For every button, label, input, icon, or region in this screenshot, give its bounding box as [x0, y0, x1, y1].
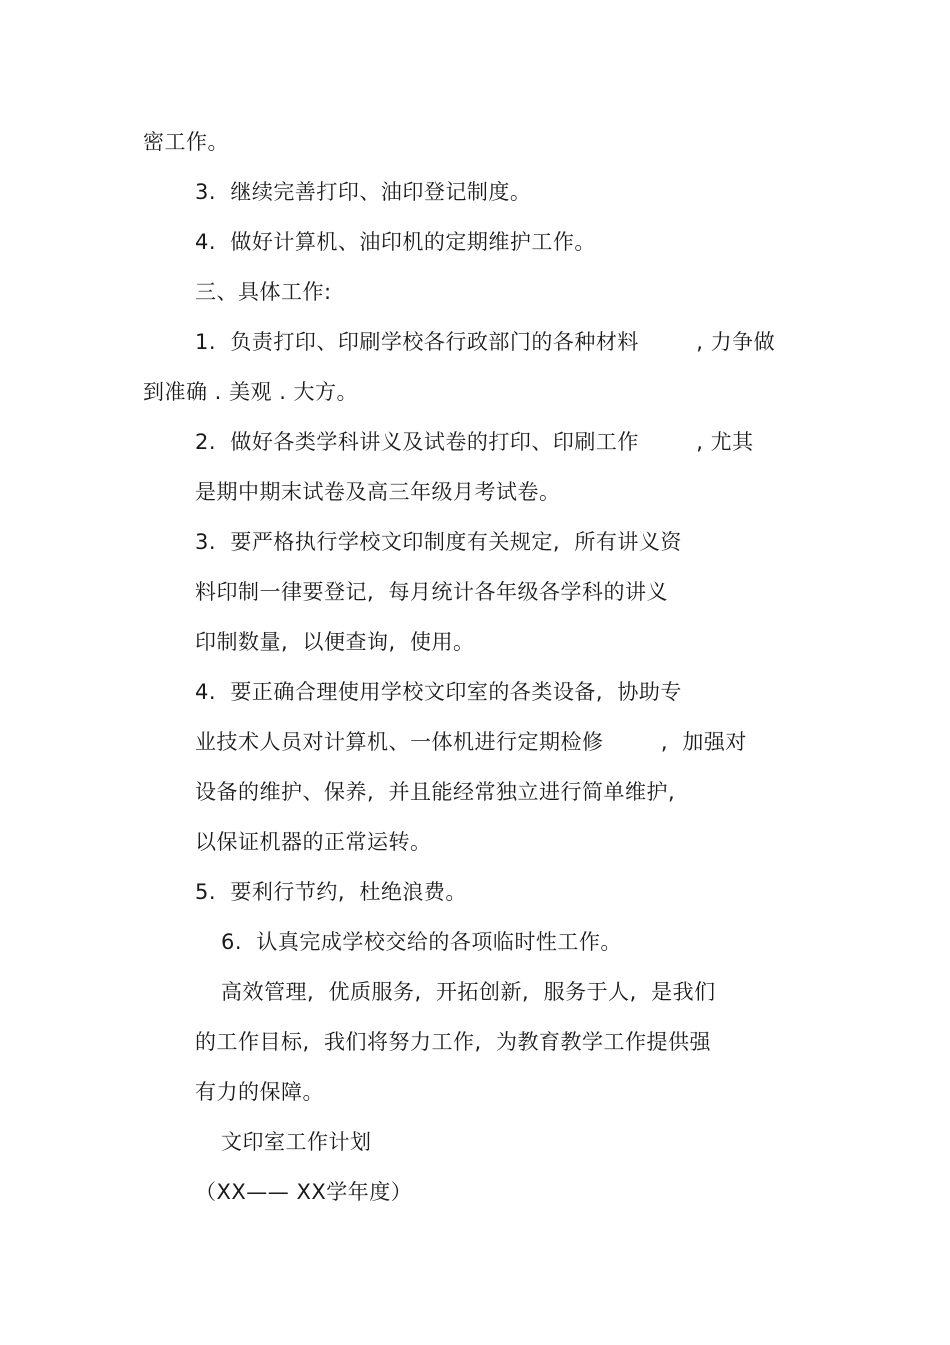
text-line-16: 5. 要利行节约, 杜绝浪费。 [195, 880, 467, 904]
academic-year: （XX—— XX学年度） [195, 1180, 413, 1204]
document-title: 文印室工作计划 [221, 1130, 372, 1154]
text-line-10: 料印制一律要登记, 每月统计各年级各学科的讲义 [195, 580, 669, 604]
text-line-12: 4. 要正确合理使用学校文印室的各类设备, 协助专 [195, 680, 682, 704]
text-line-13: 业技术人员对计算机、一体机进行定期检修 , 加强对 [195, 730, 747, 754]
text-line-17: 6. 认真完成学校交给的各项临时性工作。 [221, 930, 622, 954]
text-line-6: 到准确 . 美观 . 大方。 [143, 380, 359, 404]
text-line-3: 4. 做好计算机、油印机的定期维护工作。 [195, 230, 596, 254]
text-line-2: 3. 继续完善打印、油印登记制度。 [195, 180, 532, 204]
text-line-14: 设备的维护、保养, 并且能经常独立进行简单维护, [195, 780, 676, 804]
text-line-18: 高效管理, 优质服务, 开拓创新, 服务于人, 是我们 [221, 980, 716, 1004]
text-line-19: 的工作目标, 我们将努力工作, 为教育教学工作提供强 [195, 1030, 712, 1054]
text-line-8: 是期中期末试卷及高三年级月考试卷。 [195, 480, 561, 504]
text-line-15: 以保证机器的正常运转。 [195, 830, 432, 854]
section-heading: 三、具体工作: [195, 280, 332, 304]
text-line-11: 印制数量, 以便查询, 使用。 [195, 630, 475, 654]
text-line-1: 密工作。 [143, 130, 229, 154]
text-line-7: 2. 做好各类学科讲义及试卷的打印、印刷工作 , 尤其 [195, 430, 754, 454]
text-line-9: 3. 要严格执行学校文印制度有关规定, 所有讲义资 [195, 530, 682, 554]
text-line-5: 1. 负责打印、印刷学校各行政部门的各种材料 , 力争做 [195, 330, 776, 354]
text-line-20: 有力的保障。 [195, 1080, 324, 1104]
